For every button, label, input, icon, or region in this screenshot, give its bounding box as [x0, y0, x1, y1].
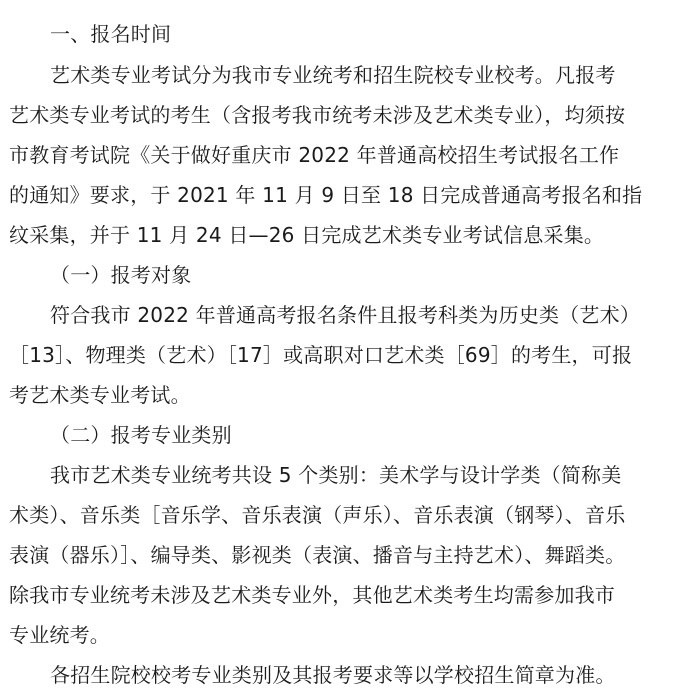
paragraph-line: 表演（器乐）］、编导类、影视类（表演、播音与主持艺术）、舞蹈类。: [9, 543, 626, 567]
paragraph-line: 符合我市 2022 年普通高考报名条件且报考科类为历史类（艺术）: [50, 303, 641, 327]
paragraph-line: 艺术类专业考试的考生（含报考我市统考未涉及艺术类专业），均须按: [9, 103, 626, 127]
paragraph-line: 各招生院校校考专业类别及其报考要求等以学校招生简章为准。: [50, 663, 616, 687]
paragraph-line: 我市艺术类专业统考共设 5 个类别：美术学与设计学类（简称美: [50, 463, 622, 487]
paragraph-line: 艺术类专业考试分为我市专业统考和招生院校专业校考。凡报考: [50, 63, 616, 87]
paragraph-line: 专业统考。: [9, 623, 110, 647]
paragraph-line: 纹采集，并于 11 月 24 日—26 日完成艺术类专业考试信息采集。: [9, 223, 605, 247]
subsection-heading: （二）报考专业类别: [50, 423, 232, 447]
paragraph-line: 术类）、音乐类［音乐学、音乐表演（声乐）、音乐表演（钢琴）、音乐: [9, 503, 626, 527]
paragraph-line: ［13］、物理类（艺术）［17］或高职对口艺术类［69］的考生，可报: [9, 343, 633, 367]
paragraph-line: 考艺术类专业考试。: [9, 383, 191, 407]
subsection-heading: （一）报考对象: [50, 263, 192, 287]
paragraph-line: 除我市专业统考未涉及艺术类专业外，其他艺术类考生均需参加我市: [9, 583, 615, 607]
section-heading: 一、报名时间: [50, 22, 172, 46]
paragraph-line: 的通知》要求，于 2021 年 11 月 9 日至 18 日完成普通高考报名和指: [9, 183, 643, 207]
paragraph-line: 市教育考试院《关于做好重庆市 2022 年普通高校招生考试报名工作: [9, 143, 620, 167]
